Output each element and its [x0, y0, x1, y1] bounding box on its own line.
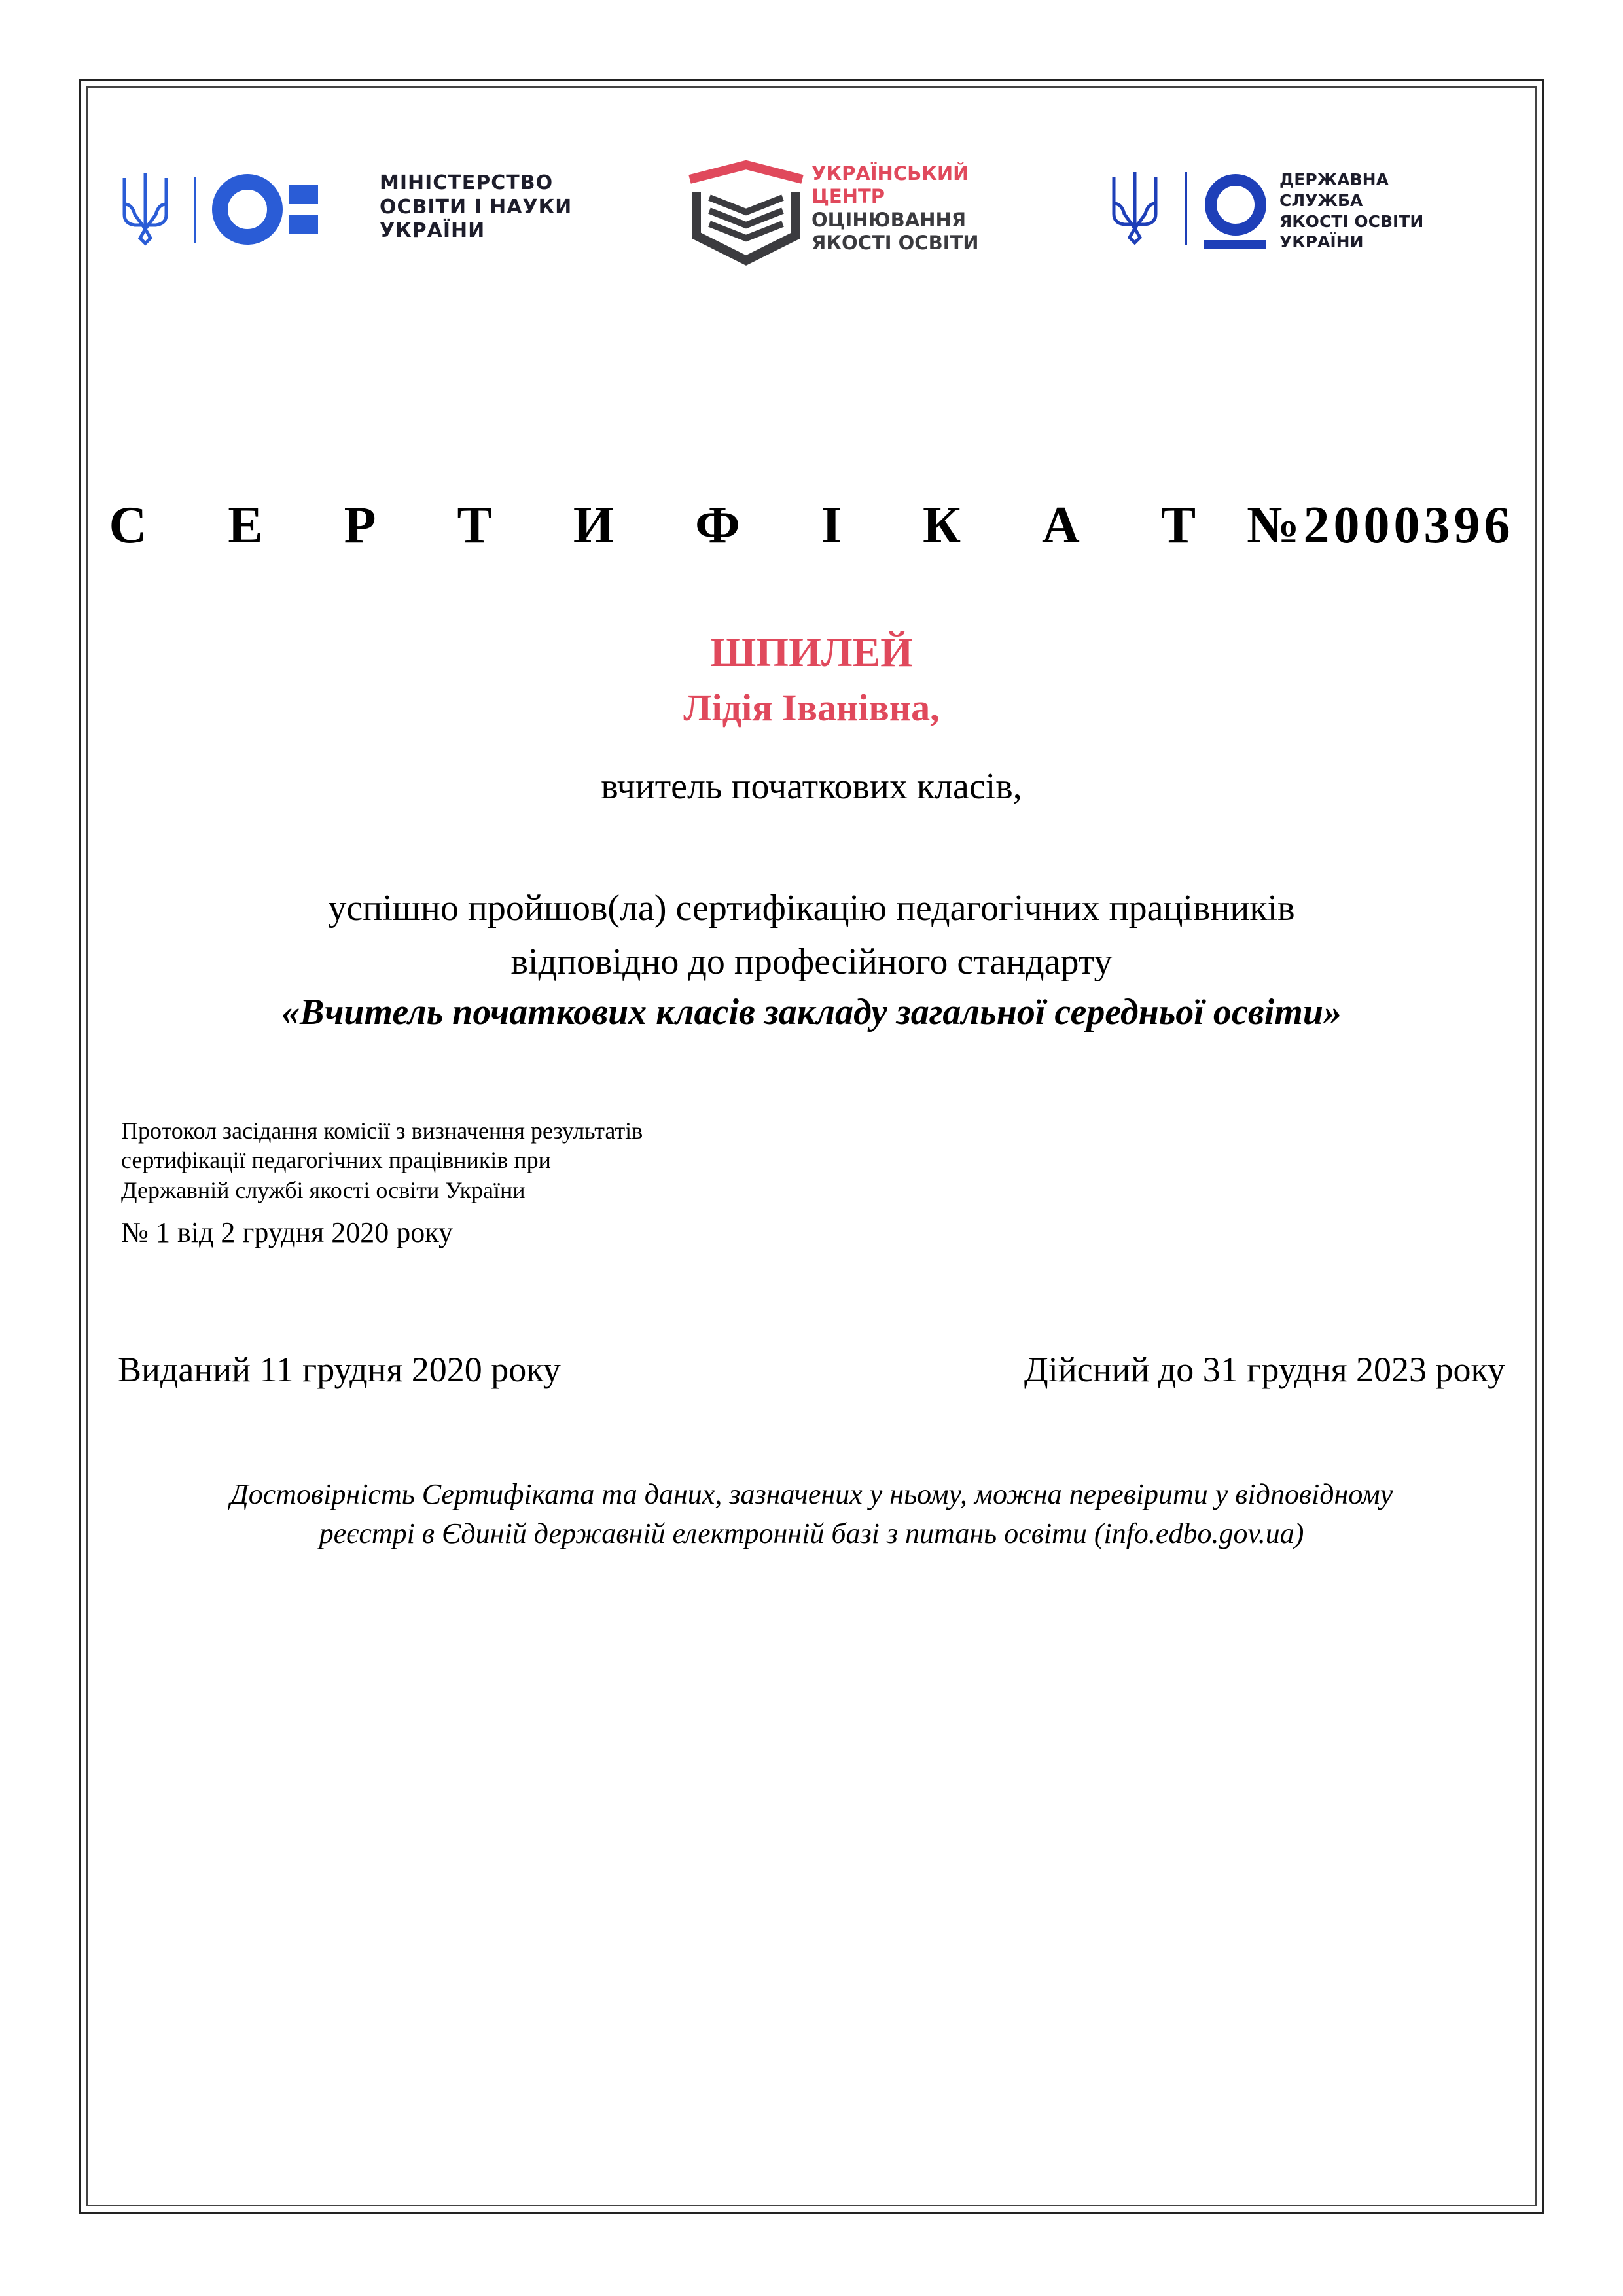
standard-intro: відповідно до професійного стандарту [510, 942, 1113, 982]
certification-statement: успішно пройшов(ла) сертифікацію педагогічних працівників [328, 888, 1295, 928]
uceqa-logo-text: УКРАЇНСЬКИЙ ЦЕНТР ОЦІНЮВАННЯ ЯКОСТІ ОСВІТИ [812, 162, 979, 255]
ukrainian-center-assessment-logo [687, 157, 995, 268]
protocol-number: № 1 від 2 грудня 2020 року [121, 1216, 453, 1248]
verification-note-line-1: Достовірність Сертифіката та даних, зазначених у ньому, можна перевірити у відповідному [230, 1478, 1393, 1510]
book-chevron-icon [687, 157, 805, 268]
recipient-position: вчитель початкових класів, [601, 766, 1022, 807]
certificate-number: №2000396 [1247, 497, 1514, 554]
recipient-first-names: Лідія Іванівна, [683, 686, 940, 729]
issue-date: Виданий 11 грудня 2020 року [118, 1350, 561, 1389]
protocol-description: Протокол засідання комісії з визначення результатів сертифікації педагогічних працівників при Державній службі якості освіти України [121, 1118, 643, 1203]
certificate-title [0, 496, 1623, 556]
trident-and-mon-emblem-icon [118, 164, 334, 255]
sqe-logo-text: ДЕРЖАВНА СЛУЖБА ЯКОСТІ ОСВІТИ УКРАЇНИ [1279, 170, 1424, 252]
verification-note-line-2: реєстрі в Єдиній державній електронній базі з питань освіти (info.edbo.gov.ua) [319, 1517, 1304, 1549]
ministry-of-education-logo [118, 164, 589, 255]
ministry-logo-text: МІНІСТЕРСТВО ОСВІТИ І НАУКИ УКРАЇНИ [380, 171, 573, 243]
state-service-education-quality-logo [1106, 160, 1472, 258]
trident-and-sqe-emblem-icon [1106, 160, 1270, 258]
valid-until-date: Дійсний до 31 грудня 2023 року [1024, 1350, 1505, 1389]
professional-standard-name: «Вчитель початкових класів закладу загальної середньої освіти» [281, 992, 1342, 1033]
certificate-title-word: С Е Р Т И Ф І К А Т [109, 497, 1230, 554]
recipient-last-name: ШПИЛЕЙ [710, 629, 913, 675]
